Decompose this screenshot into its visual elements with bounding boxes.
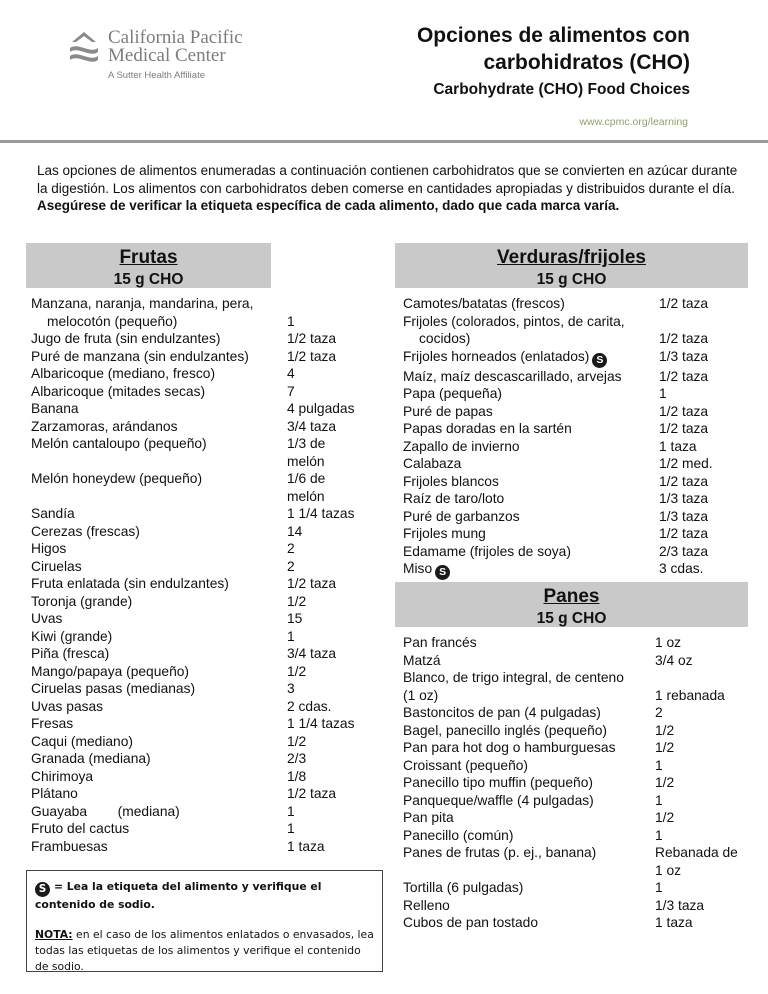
fruit-food [31, 785, 287, 803]
fruits-header [26, 243, 271, 288]
fruit-food [31, 575, 287, 593]
bread-row [403, 792, 745, 810]
fruit-amount: 1/2 taza [287, 348, 337, 364]
bread-row [403, 634, 745, 652]
fruit-food [31, 383, 287, 401]
bread-food [403, 739, 655, 757]
fruit-amount: 3/4 taza [287, 418, 337, 434]
fruit-row [31, 680, 367, 698]
vegetable-food [403, 420, 659, 438]
fruit-row [31, 593, 367, 611]
nota-text-block [35, 927, 374, 975]
fruit-amount: 1/2 taza [287, 786, 337, 801]
bread-food-text: Panecillo tipo muffin (pequeño) [403, 775, 593, 790]
fruit-food-text: Albaricoque (mediano, fresco) [31, 366, 216, 381]
fruit-amount: 1/2 [287, 663, 307, 679]
vegetable-food [403, 525, 659, 543]
fruit-row [31, 645, 367, 663]
bread-row [403, 914, 745, 932]
fruit-food [31, 558, 287, 576]
vegetable-food-text: Papa (pequeña) [403, 386, 502, 401]
bread-row [403, 652, 745, 670]
vegetable-row [403, 473, 739, 491]
bread-food [403, 669, 655, 687]
fruit-row [31, 400, 367, 418]
bread-food [403, 687, 655, 705]
fruit-food-text: Chirimoya [31, 768, 94, 784]
fruit-amount: 1 taza [287, 838, 325, 854]
vegetable-food-text: Frijoles horneados (enlatados) [403, 348, 590, 364]
fruit-amount: 1/2 [287, 733, 307, 749]
bread-amount: 1/2 [655, 722, 675, 738]
sodium-icon: S [592, 353, 607, 368]
fruit-food-text: Fruta enlatada (sin endulzantes) [31, 576, 229, 591]
bread-row [403, 809, 745, 827]
fruit-food [31, 733, 287, 751]
fruit-amount: 4 [287, 366, 295, 381]
fruit-row [31, 365, 367, 383]
fruit-row [31, 628, 367, 646]
fruit-food [31, 295, 287, 313]
vegetable-amount: 1/2 taza [659, 403, 709, 419]
vegetable-row [403, 490, 739, 508]
fruit-amount: 7 [287, 383, 295, 399]
vegetable-row [403, 348, 739, 368]
fruit-food [31, 593, 287, 611]
intro-bold: Asegúrese de verificar la etiqueta específica de cada alimento, dado que cada marca varía. [37, 198, 620, 213]
bread-amount: 1/3 taza [655, 897, 705, 913]
page-title-line2: carbohidratos (CHO) [483, 51, 690, 74]
vegetable-food [403, 348, 659, 368]
vegetable-food [403, 295, 659, 313]
logo [66, 26, 266, 86]
vegetables-list [403, 295, 739, 580]
fruit-food [31, 698, 287, 716]
fruit-food [31, 803, 287, 821]
fruit-food-text: Caqui (mediano) [31, 733, 133, 749]
fruit-row [31, 785, 367, 803]
bread-row [403, 739, 745, 757]
fruit-row [31, 330, 367, 348]
fruit-food-text: Banana [31, 401, 79, 416]
fruit-amount: 1 [287, 628, 295, 644]
bread-amount: Rebanada de [655, 845, 738, 860]
fruit-food [31, 540, 287, 558]
vegetable-food-text: Frijoles mung [403, 526, 486, 541]
fruit-food-text: Guayaba (mediana) [31, 803, 180, 819]
vegetable-amount: 1/2 taza [659, 473, 709, 489]
bread-amount: 3/4 oz [655, 652, 693, 668]
fruit-row [31, 523, 367, 541]
bread-food [403, 914, 655, 932]
vegetable-food [403, 330, 659, 348]
bread-amount [655, 669, 745, 687]
vegetable-amount: 1 taza [659, 438, 697, 454]
vegetable-row [403, 525, 739, 543]
bread-row [403, 757, 745, 775]
bread-food-text: Bastoncitos de pan (4 pulgadas) [403, 705, 601, 720]
fruit-amount: 1/3 de [287, 436, 326, 451]
sodium-icon: S [435, 565, 450, 580]
bread-food [403, 722, 655, 740]
intro-text: Las opciones de alimentos enumeradas a continuación contienen carbohidratos que se convierten en azúcar durante la digestión. Los alimentos con carbohidratos deben comerse en cantidades apropiadas y distribuidos durante el día. [37, 163, 738, 196]
fruit-amount: 3 [287, 681, 295, 696]
bread-row [403, 722, 745, 740]
fruit-amount: 1 [287, 821, 295, 836]
fruit-amount: 1/8 [287, 768, 307, 784]
bread-food [403, 827, 655, 845]
fruit-amount: 1 [287, 803, 295, 819]
bread-amount: 1 oz [655, 635, 682, 650]
sodium-icon: S [35, 882, 50, 897]
nota-label: NOTA: [35, 928, 73, 941]
bread-food-text: Bagel, panecillo inglés (pequeño) [403, 722, 608, 738]
bread-amount: 1 taza [655, 915, 693, 930]
fruit-food-text: Ciruelas pasas (medianas) [31, 681, 196, 696]
logo-name-line2: Medical Center [108, 45, 226, 66]
vegetable-food [403, 508, 659, 526]
fruit-food [31, 400, 287, 418]
sodium-legend-text: = Lea la etiqueta del alimento y verifique el contenido de sodio. [35, 880, 322, 911]
fruit-food [31, 628, 287, 646]
fruit-amount: 2 [287, 558, 295, 574]
fruit-row [31, 698, 367, 716]
vegetable-row [403, 560, 739, 580]
vegetable-row [403, 295, 739, 313]
fruit-food [31, 715, 287, 733]
fruit-food-text: Toronja (grande) [31, 593, 133, 609]
intro-paragraph [37, 162, 747, 215]
fruit-food [31, 365, 287, 383]
header-divider [0, 140, 768, 143]
fruit-amount: 14 [287, 523, 303, 539]
fruit-food [31, 768, 287, 786]
fruit-food-text: Fruto del cactus [31, 821, 130, 836]
fruit-food [31, 488, 287, 506]
vegetable-food [403, 438, 659, 456]
bread-food-text: Cubos de pan tostado [403, 915, 539, 930]
fruit-row [31, 383, 367, 401]
bread-amount: 1 [655, 880, 663, 895]
sodium-note-box [26, 870, 383, 972]
vegetable-row [403, 508, 739, 526]
vegetable-amount: 1/2 taza [659, 421, 709, 436]
fruit-row [31, 505, 367, 523]
nota-text: en el caso de los alimentos enlatados o envasados, lea todas las etiquetas de los alimentos y verifique el contenido de sodio. [35, 928, 374, 973]
bread-food [403, 757, 655, 775]
bread-food [403, 704, 655, 722]
bread-food-text: Panecillo (común) [403, 827, 514, 843]
vegetable-food [403, 385, 659, 403]
bread-food-text: Matzá [403, 652, 441, 668]
vegetable-amount: 1/2 taza [659, 331, 709, 346]
vegetable-food-text: Calabaza [403, 456, 462, 471]
fruit-amount: 2/3 [287, 751, 307, 766]
bread-food-text: Blanco, de trigo integral, de centeno [403, 670, 624, 685]
fruit-row [31, 418, 367, 436]
vegetable-food [403, 455, 659, 473]
bread-amount: 1 [655, 827, 663, 843]
fruit-row [31, 838, 367, 856]
vegetable-food [403, 473, 659, 491]
website-link[interactable]: www.cpmc.org/learning [579, 116, 688, 128]
bread-row [403, 862, 745, 880]
fruit-amount: 1 [287, 313, 295, 329]
fruits-list [31, 295, 367, 855]
fruit-row [31, 715, 367, 733]
fruit-amount: melón [287, 488, 325, 504]
bread-food [403, 879, 655, 897]
fruit-amount: 1/2 [287, 593, 307, 609]
vegetable-amount: 1/3 taza [659, 348, 709, 364]
vegetable-food-text: Puré de garbanzos [403, 508, 520, 524]
bread-food [403, 774, 655, 792]
fruit-row [31, 803, 367, 821]
fruit-food-text: Puré de manzana (sin endulzantes) [31, 348, 249, 364]
fruit-row [31, 768, 367, 786]
bread-row [403, 774, 745, 792]
fruit-food-text: Uvas [31, 611, 63, 626]
vegetable-food-text: Puré de papas [403, 403, 493, 419]
fruit-row [31, 348, 367, 366]
fruit-food [31, 330, 287, 348]
breads-list [403, 634, 745, 932]
fruit-amount: 1/2 taza [287, 576, 337, 591]
vegetable-food [403, 313, 659, 331]
fruits-title: Frutas [119, 247, 178, 268]
fruit-row [31, 540, 367, 558]
vegetable-row [403, 438, 739, 456]
fruit-food [31, 750, 287, 768]
bread-food-text: Relleno [403, 897, 450, 913]
fruit-food [31, 523, 287, 541]
vegetable-amount: 1/2 taza [659, 526, 709, 541]
bread-food-text: Pan para hot dog o hamburguesas [403, 740, 616, 755]
bread-amount: 1 [655, 792, 663, 808]
vegetable-food-text: Raíz de taro/loto [403, 491, 505, 506]
fruit-amount: 2 [287, 541, 295, 556]
fruit-row [31, 733, 367, 751]
vegetable-food-text: Papas doradas en la sartén [403, 421, 572, 436]
fruit-food-text: Cerezas (frescas) [31, 523, 140, 539]
fruit-row [31, 575, 367, 593]
fruit-food-text: Mango/papaya (pequeño) [31, 663, 190, 679]
fruit-amount: 4 pulgadas [287, 401, 355, 416]
fruit-food-text: Ciruelas [31, 558, 82, 574]
fruit-food [31, 470, 287, 488]
fruit-food [31, 645, 287, 663]
fruit-food [31, 453, 287, 471]
fruit-food [31, 838, 287, 856]
fruit-food-text: Zarzamoras, arándanos [31, 418, 178, 434]
fruit-food [31, 663, 287, 681]
fruit-amount: 1 1/4 tazas [287, 716, 355, 731]
vegetable-food [403, 403, 659, 421]
vegetable-amount [659, 313, 739, 331]
fruit-food [31, 348, 287, 366]
fruit-amount: 15 [287, 611, 303, 626]
bread-food [403, 809, 655, 827]
vegetable-food [403, 560, 659, 580]
fruit-row [31, 435, 367, 453]
vegetable-food-text: Maíz, maíz descascarillado, arvejas [403, 368, 622, 384]
cpmc-logo-icon [66, 28, 102, 68]
bread-row [403, 687, 745, 705]
fruit-food-text: Higos [31, 541, 67, 556]
sodium-legend [35, 879, 374, 913]
fruits-subtitle: 15 g CHO [113, 271, 184, 288]
vegetables-subtitle: 15 g CHO [536, 271, 607, 288]
fruit-food-text: Frambuesas [31, 838, 108, 854]
bread-food [403, 634, 655, 652]
bread-row [403, 704, 745, 722]
title-block [417, 22, 690, 102]
fruit-food-text: Granada (mediana) [31, 751, 151, 766]
fruit-food-text: Jugo de fruta (sin endulzantes) [31, 331, 221, 346]
fruit-food [31, 505, 287, 523]
fruit-food [31, 313, 287, 331]
fruit-food-text: Manzana, naranja, mandarina, pera, [31, 296, 254, 311]
fruit-row [31, 453, 367, 471]
vegetable-amount: 1/2 taza [659, 368, 709, 384]
vegetable-row [403, 420, 739, 438]
breads-title: Panes [543, 586, 600, 607]
fruit-food-text: Piña (fresca) [31, 646, 110, 661]
bread-food-text: Panes de frutas (p. ej., banana) [403, 845, 597, 860]
fruit-food-text: melocotón (pequeño) [47, 313, 178, 329]
bread-amount: 1 rebanada [655, 687, 725, 703]
bread-food-text: (1 oz) [403, 687, 439, 703]
vegetable-food [403, 490, 659, 508]
vegetable-amount: 1/3 taza [659, 491, 709, 506]
vegetable-amount: 2/3 taza [659, 543, 709, 559]
bread-food-text: Pan pita [403, 810, 454, 825]
fruit-food-text: Uvas pasas [31, 698, 104, 714]
vegetable-row [403, 403, 739, 421]
fruit-row [31, 488, 367, 506]
fruit-amount: 3/4 taza [287, 646, 337, 661]
bread-food [403, 792, 655, 810]
page-title-line1: Opciones de alimentos con [416, 24, 690, 47]
logo-name-line1: California Pacific [108, 27, 243, 48]
vegetable-food [403, 368, 659, 386]
fruit-food [31, 418, 287, 436]
fruit-food [31, 435, 287, 453]
vegetable-food-text: Edamame (frijoles de soya) [403, 543, 571, 559]
page-subtitle: Carbohydrate (CHO) Food Choices [433, 81, 690, 98]
breads-subtitle: 15 g CHO [536, 610, 607, 627]
bread-row [403, 844, 745, 862]
fruit-row [31, 750, 367, 768]
bread-row [403, 897, 745, 915]
bread-food [403, 897, 655, 915]
vegetable-row [403, 385, 739, 403]
bread-food-text: Panqueque/waffle (4 pulgadas) [403, 792, 594, 808]
vegetable-amount: 1 [659, 386, 667, 401]
bread-food-text: Croissant (pequeño) [403, 757, 529, 773]
vegetable-food-text: Zapallo de invierno [403, 438, 520, 454]
fruit-amount: 2 cdas. [287, 698, 332, 714]
fruit-food-text: Melón cantaloupo (pequeño) [31, 436, 207, 451]
fruit-row [31, 820, 367, 838]
bread-amount: 1 [655, 757, 663, 773]
fruit-food-text: Plátano [31, 786, 78, 801]
fruit-amount [287, 295, 367, 313]
vegetable-row [403, 368, 739, 386]
vegetable-food-text: Miso [403, 561, 433, 576]
fruit-food-text: Melón honeydew (pequeño) [31, 471, 203, 486]
fruit-row [31, 610, 367, 628]
fruit-food-text: Albaricoque (mitades secas) [31, 383, 206, 399]
fruit-food [31, 610, 287, 628]
fruit-food-text: Kiwi (grande) [31, 628, 113, 644]
bread-food-text: Pan francés [403, 635, 477, 650]
bread-amount: 1/2 [655, 810, 675, 825]
fruit-food-text: Sandía [31, 506, 75, 521]
logo-affiliate: A Sutter Health Affiliate [108, 70, 205, 81]
fruit-row [31, 295, 367, 313]
vegetable-food-text: Frijoles (colorados, pintos, de carita, [403, 313, 625, 329]
bread-row [403, 669, 745, 687]
fruit-food [31, 680, 287, 698]
vegetable-row [403, 543, 739, 561]
fruit-row [31, 313, 367, 331]
vegetable-amount: 1/2 med. [659, 456, 713, 471]
fruit-food [31, 820, 287, 838]
fruit-amount: melón [287, 453, 325, 469]
bread-food [403, 652, 655, 670]
vegetable-amount: 3 cdas. [659, 561, 704, 576]
bread-row [403, 827, 745, 845]
vegetable-row [403, 330, 739, 348]
bread-food-text: Tortilla (6 pulgadas) [403, 880, 524, 895]
fruit-amount: 1/6 de [287, 471, 326, 486]
fruit-amount: 1 1/4 tazas [287, 506, 355, 521]
vegetable-food [403, 543, 659, 561]
vegetable-row [403, 455, 739, 473]
vegetable-food-text: Camotes/batatas (frescos) [403, 296, 565, 311]
breads-header [395, 582, 748, 627]
vegetable-row [403, 313, 739, 331]
bread-amount: 1/2 [655, 775, 675, 790]
bread-food [403, 844, 655, 862]
fruit-row [31, 558, 367, 576]
vegetable-amount: 1/2 taza [659, 296, 709, 311]
bread-amount: 1/2 [655, 740, 675, 755]
vegetable-food-text: cocidos) [419, 331, 471, 346]
vegetables-title: Verduras/frijoles [497, 247, 646, 268]
vegetable-amount: 1/3 taza [659, 508, 709, 524]
vegetables-header [395, 243, 748, 288]
bread-food [403, 862, 655, 880]
fruit-row [31, 663, 367, 681]
fruit-row [31, 470, 367, 488]
bread-amount: 1 oz [655, 862, 682, 878]
bread-row [403, 879, 745, 897]
fruit-amount: 1/2 taza [287, 331, 337, 346]
vegetable-food-text: Frijoles blancos [403, 473, 499, 489]
bread-amount: 2 [655, 705, 663, 720]
fruit-food-text: Fresas [31, 716, 74, 731]
